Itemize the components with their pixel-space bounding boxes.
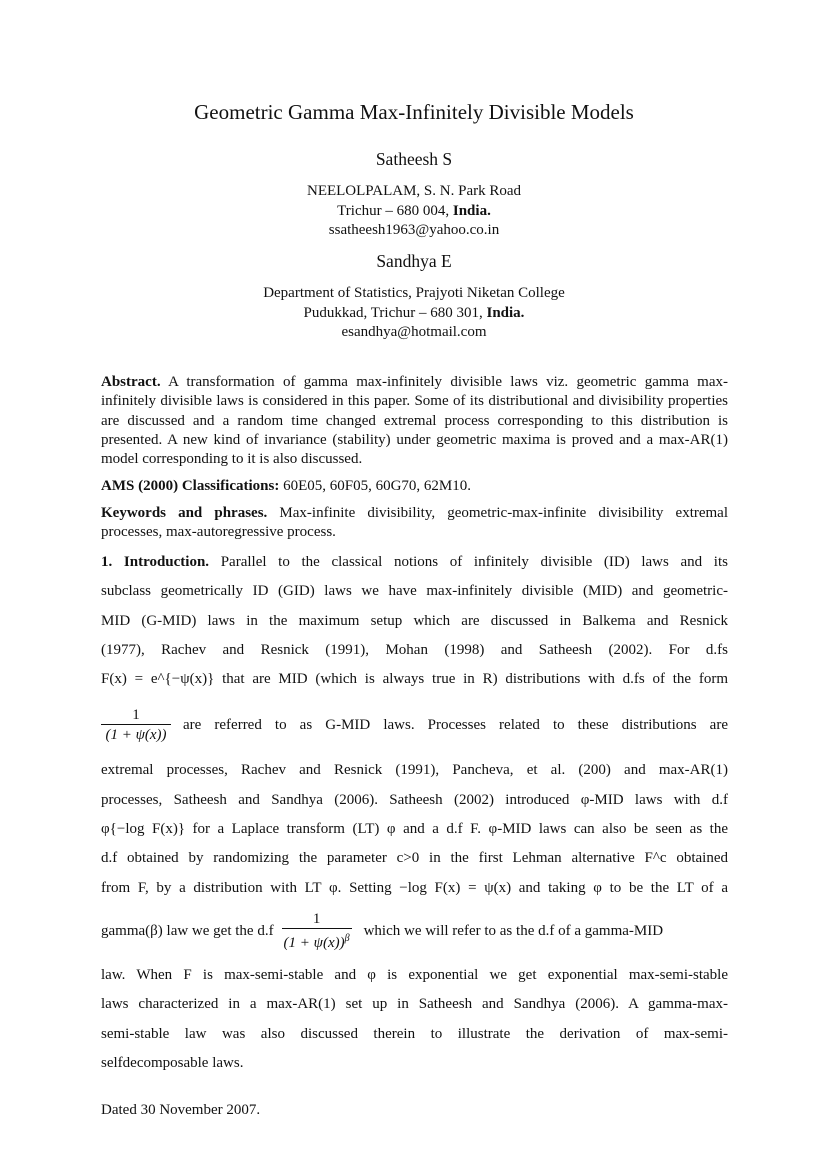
abstract-label: Abstract.	[101, 374, 161, 390]
intro-line: from F, by a distribution with LT φ. Setting −log F(x) = ψ(x) and taking φ to be the LT of a	[101, 879, 728, 896]
intro-line: gamma(β) law we get the d.f	[101, 923, 274, 940]
affiliation-line: Trichur – 680 004, India.	[337, 202, 491, 219]
author-name-2: Sandhya E	[376, 251, 452, 271]
intro-line: processes, Satheesh and Sandhya (2006). Satheesh (2002) introduced φ-MID laws with d.f	[101, 791, 728, 808]
intro-line: subclass geometrically ID (GID) laws we have max-infinitely divisible (MID) and geometric-	[101, 583, 728, 600]
fraction-gmid	[101, 706, 171, 745]
intro-line: 1. Introduction. Parallel to the classical notions of infinitely divisible (ID) laws and its	[101, 554, 728, 570]
fraction-denominator: (1 + ψ(x))	[105, 726, 167, 743]
intro-line: selfdecomposable laws.	[101, 1054, 244, 1071]
intro-line: are referred to as G-MID laws. Processes related to these distributions are	[183, 716, 728, 733]
ams-label: AMS (2000) Classifications:	[101, 478, 280, 494]
affiliation-line: Pudukkad, Trichur – 680 301, India.	[303, 304, 525, 321]
abstract-text: A transformation of gamma max-infinitely divisible laws viz. geometric gamma max-infinitely divisible laws is considered in this paper. Some of its distributional and divisibility properties are discussed and a random time changed extremal process corresponding to this distribution is presented. A new kind of invariance (stability) under geometric maxima is proved and a max-AR(1) model corresponding to it is also discussed.	[101, 374, 728, 468]
keywords	[101, 504, 728, 542]
introduction-section	[101, 548, 728, 1078]
affiliation-line: Department of Statistics, Prajyoti Niketan College	[263, 285, 565, 301]
introduction-label: 1. Introduction.	[101, 554, 210, 570]
paper-title: Geometric Gamma Max-Infinitely Divisible Models	[194, 100, 634, 124]
ams-classifications	[101, 477, 728, 496]
affiliation-line: NEELOLPALAM, S. N. Park Road	[306, 183, 522, 199]
fraction-numerator: 1	[312, 911, 321, 928]
fraction-gamma-mid	[282, 910, 352, 953]
intro-line: semi-stable law was also discussed therein to illustrate the derivation of max-semi-	[101, 1025, 728, 1042]
keywords-label: Keywords and phrases.	[101, 505, 268, 521]
keywords-text: Max-infinite divisibility, geometric-max-infinite divisibility extremal processes, max-autoregressive process.	[101, 505, 729, 540]
intro-line: which we will refer to as the d.f of a gamma-MID	[363, 923, 664, 940]
author-affiliation-2	[0, 284, 828, 343]
author-affiliation-1	[0, 182, 828, 241]
intro-line: laws characterized in a max-AR(1) set up in Satheesh and Sandhya (2006). A gamma-max-	[101, 996, 728, 1013]
intro-line: extremal processes, Rachev and Resnick (1991), Pancheva, et al. (200) and max-AR(1)	[101, 762, 728, 779]
intro-line: (1977), Rachev and Resnick (1991), Mohan (1998) and Satheesh (2002). For d.fs	[101, 641, 728, 658]
intro-line: φ{−log F(x)} for a Laplace transform (LT) φ and a d.f F. φ-MID laws can also be seen as the	[101, 821, 728, 838]
intro-line: F(x) = e^{−ψ(x)} that are MID (which is always true in R) distributions with d.fs of the form	[101, 671, 728, 688]
ams-text: 60E05, 60F05, 60G70, 62M10.	[283, 478, 472, 494]
author-email-2: esandhya@hotmail.com	[341, 324, 487, 340]
intro-line: d.f obtained by randomizing the parameter c>0 in the first Lehman alternative F^c obtained	[101, 850, 728, 867]
fraction-denominator: $(1 + \psi(x))^\beta$	[283, 933, 350, 952]
intro-line: MID (G-MID) laws in the maximum setup which are discussed in Balkema and Resnick	[101, 612, 728, 629]
intro-fraction-row	[101, 696, 728, 754]
date-footer: Dated 30 November 2007.	[101, 1102, 261, 1118]
author-name-1: Satheesh S	[375, 149, 453, 169]
fraction-numerator: 1	[132, 706, 140, 723]
intro-gamma-row	[101, 903, 728, 961]
intro-line: law. When F is max-semi-stable and φ is exponential we get exponential max-semi-stable	[101, 966, 728, 983]
abstract	[101, 373, 728, 469]
author-email-1: ssatheesh1963@yahoo.co.in	[328, 222, 500, 238]
